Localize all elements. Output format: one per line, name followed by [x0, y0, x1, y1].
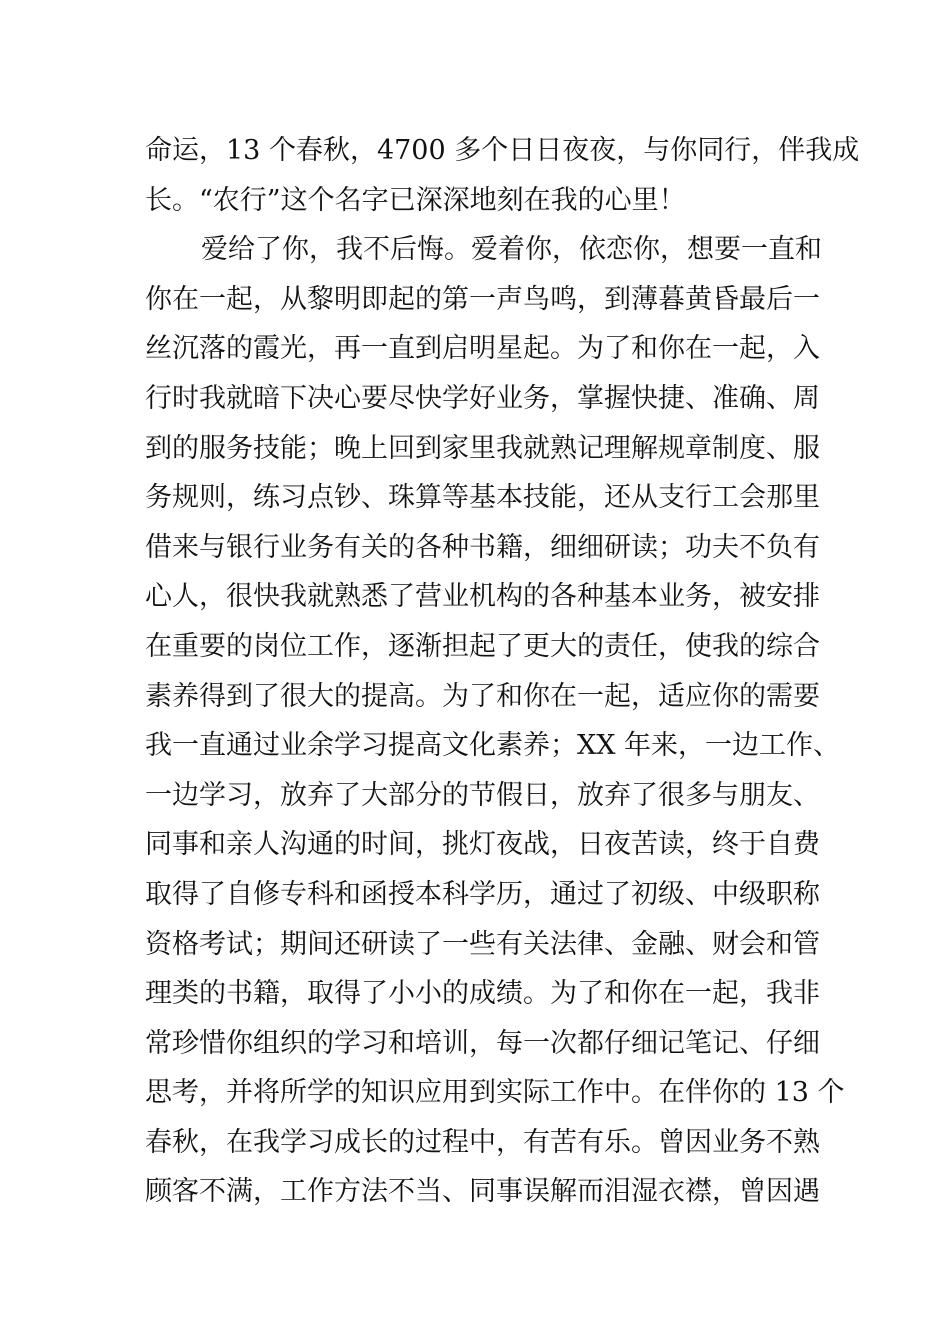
text-line: 务规则，练习点钞、珠算等基本技能，还从支行工会那里: [145, 482, 820, 514]
text-line: 顾客不满，工作方法不当、同事误解而泪湿衣襟，曾因遇: [145, 1176, 820, 1208]
text-line: 春秋，在我学习成长的过程中，有苦有乐。曾因业务不熟: [145, 1126, 820, 1158]
body-text: [145, 126, 860, 1217]
text-line: 到的服务技能；晚上回到家里我就熟记理解规章制度、服: [145, 432, 820, 464]
text-line: 素养得到了很大的提高。为了和你在一起，适应你的需要: [145, 680, 820, 712]
text-line: 一边学习，放弃了大部分的节假日，放弃了很多与朋友、: [145, 779, 820, 811]
text-line: 思考，并将所学的知识应用到实际工作中。在伴你的 13 个: [145, 1077, 845, 1109]
text-line: 资格考试；期间还研读了一些有关法律、金融、财会和管: [145, 928, 820, 960]
paragraph-first-line: 爱给了你，我不后悔。爱着你，依恋你，想要一直和: [201, 234, 822, 266]
text-line: 心人，很快我就熟悉了营业机构的各种基本业务，被安排: [145, 581, 820, 613]
text-line: 我一直通过业余学习提高文化素养；XX 年来，一边工作、: [145, 730, 841, 762]
text-line: 在重要的岗位工作，逐渐担起了更大的责任，使我的综合: [145, 630, 820, 662]
text-line: 丝沉落的霞光，再一直到启明星起。为了和你在一起，入: [145, 333, 820, 365]
text-line: 长。“农行”这个名字已深深地刻在我的心里！: [145, 184, 686, 216]
text-line: 取得了自修专科和函授本科学历，通过了初级、中级职称: [145, 878, 820, 910]
text-line: 理类的书籍，取得了小小的成绩。为了和你在一起，我非: [145, 978, 820, 1010]
text-line: 你在一起，从黎明即起的第一声鸟鸣，到薄暮黄昏最后一: [145, 283, 820, 315]
text-line: 借来与银行业务有关的各种书籍，细细研读；功夫不负有: [145, 531, 820, 563]
text-line: 常珍惜你组织的学习和培训，每一次都仔细记笔记、仔细: [145, 1027, 820, 1059]
text-line: 行时我就暗下决心要尽快学好业务，掌握快捷、准确、周: [145, 382, 820, 414]
text-line: 命运，13 个春秋，4700 多个日日夜夜，与你同行，伴我成: [145, 135, 860, 166]
text-line: 同事和亲人沟通的时间，挑灯夜战，日夜苦读，终于自费: [145, 829, 820, 861]
